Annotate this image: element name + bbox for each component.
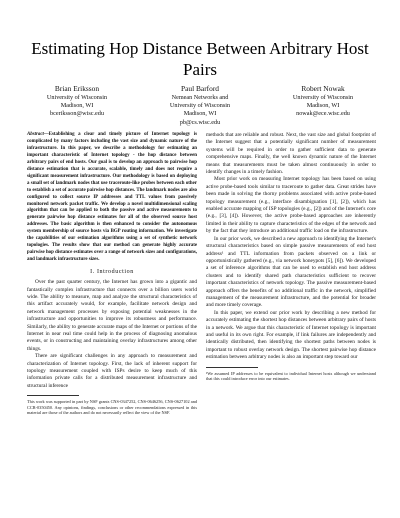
footnote-divider	[27, 395, 79, 396]
author-block	[142, 84, 258, 127]
abstract	[27, 132, 197, 264]
author-affiliation: University of Wisconsin	[169, 102, 231, 110]
author-email: nowak@ece.wisc.edu	[296, 110, 350, 118]
body-paragraph: There are significant challenges in any approach to measurement and characterization of Internet topology. First, the lack of inherent support for topology measurement coupled with ISPs desire to keep much of this information private calls for a distributed measurement infrastructure and structural inference	[27, 353, 197, 389]
abstract-lead: Abstract	[27, 132, 44, 137]
body-paragraph: Over the past quarter century, the Internet has grown into a gigantic and fantastically complex infrastructure that connects over a billion users world wide. The ability to measure, map and analyze the structural characteristics of this artifact accurately would, for example, facilitate network design and network management processes by exposing potential weaknesses in the infrastructure and opportunities to improve its robustness and performance. Similarly, the ability to generate accurate maps of the Internet or portions of the Internet in near real time could help in the process of diagnosing anomalous events, or in constructing and maintaining overlay infrastructures among other things.	[27, 279, 197, 352]
author-affiliation: Nemean Networks and	[171, 94, 229, 101]
body-paragraph: methods that are reliable and robust. Next, the vast size and global footprint of the Internet suggest that a potentially significant number of measurement systems will be required in order to gather sufficient data to generate comprehensive maps. Finally, the well known dynamic nature of the Internet means that measurements must be taken almost continuously in order to identify changes in a timely fashion.	[206, 132, 376, 176]
funding-footnote: This work was supported in part by NSF grants CNS-0347252, CNS-0646256, CNS-0627102 and CCR-0350450. Any opinions, findings, conclusions or other recommendations expressed in this material are those of the authors and do not necessarily reflect the view of the NSF.	[27, 399, 197, 416]
section-heading: I. Introduction	[90, 269, 134, 276]
author-affiliation: University of Wisconsin	[46, 94, 108, 101]
author-email: bceriksson@wisc.edu	[50, 110, 104, 118]
abstract-text: —Establishing a clear and timely picture of Internet topology is complicated by many factors including the vast size and dynamic nature of the infrastructure. In this paper, we describe a methodology for estimating an important characteristic of Internet topology - the hop distance between arbitrary pairs of end hosts. Our goal is to develop an approach to pairwise hop distance estimation that is accurate, scalable, timely and does not require a significant measurement infrastructure. Our methodology is based on deploying a small set of landmark nodes that use traceroute-like probes between each other to establish a set of accurate pairwise hop distances. The landmark nodes are also configured to collect source IP addresses and TTL values from passively monitored network packet traffic. We develop a novel multidimensional scaling algorithm that can be applied to both the passive and active measurements to generate pairwise hop distance estimates for all of the observed source host addresses. The basic algorithm is then enhanced to consider the autonomous system membership of source hosts via BGP routing information. We investigate the capabilities of our estimation algorithms using a set of synthetic network topologies. The results show that our method can generate highly accurate pairwise hop distance estimates over a range of network sizes and configurations, and landmark infrastructure sizes.	[27, 132, 197, 263]
right-column	[206, 132, 376, 382]
body-paragraph: In our prior work, we described a new approach to identifying the Internet's structural characteristics based on simple passive measurements of end host address¹ and TTL information from packets observed on a link or opportunistically gathered (e.g., via network honeypots [5], [6]). We developed a set of inference algorithms that can be used to establish end host address clusters and to identify shared path characteristics sufficient to recover important characteristics of network topology. The passive measurement-based approach offers the benefits of no additional traffic in the network, simplified management of the measurement infrastructure, and the potential for broader and more timely coverage.	[206, 235, 376, 309]
author-affiliation: Madison, WI	[60, 102, 94, 110]
author-name: Robert Nowak	[301, 84, 345, 93]
author-affiliation: Madison, WI	[183, 110, 217, 118]
author-email: pb@cs.wisc.edu	[179, 118, 221, 126]
address-footnote: ¹We assumed IP addresses to be equivalent to individual Internet hosts although we understand that this could introduce error into our estimates.	[206, 370, 376, 382]
body-paragraph: In this paper, we extend our prior work by describing a new method for accurately estimating the shortest hop distances between arbitrary pairs of hosts in a network. We argue that this characteristic of Internet topology is important and useful in its own right. For example, if link failures are independently and identically distributed, then identifying the shortest paths between nodes is important to robust overlay network design. The shortest pairwise hop distance estimation between arbitrary nodes is also an important step toward our	[206, 309, 376, 361]
left-column	[27, 132, 197, 416]
author-affiliation: Madison, WI	[306, 102, 340, 110]
paper-title: Estimating Hop Distance Between Arbitrary Host Pairs	[31, 39, 369, 79]
author-block	[265, 84, 381, 119]
author-affiliation: University of Wisconsin	[292, 94, 354, 101]
author-name: Brian Eriksson	[54, 84, 100, 93]
author-block	[19, 84, 135, 119]
author-name: Paul Barford	[181, 84, 219, 93]
body-paragraph: Most prior work on measuring Internet topology has been based on using active probe-based tools similar to traceroute to gather data. Great strides have been made in solving the thorny problems associated with active probe-based topology measurement (e.g., interface disambiguation [1], [2]), which has enabled accurate mapping of ISP topologies (e.g., [2]) and of the Internet's core (e.g., [3], [4]). However, the active probe-based approaches are inherently limited in their ability to capture characteristics of the edges of the network and by the fact that they introduce an additional traffic load on the infrastructure.	[206, 176, 376, 235]
footnote-divider	[206, 367, 258, 368]
